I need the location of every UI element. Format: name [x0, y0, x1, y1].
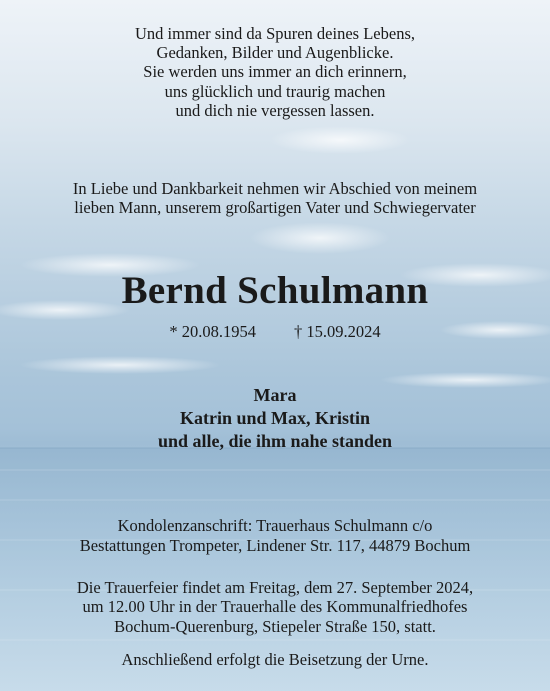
intro-line: lieben Mann, unserem großartigen Vater und Schwiegervater — [74, 198, 476, 218]
cloud — [250, 222, 390, 254]
cloud — [270, 126, 410, 154]
burial-note: Anschließend erfolgt die Beisetzung der Urne. — [121, 650, 429, 669]
mourner-line: und alle, die ihm nahe standen — [157, 431, 393, 451]
funeral-ceremony — [0, 578, 550, 636]
mourner-line: Katrin und Max, Kristin — [179, 408, 371, 428]
ceremony-line: Bochum-Querenburg, Stiepeler Straße 150, statt. — [114, 616, 436, 636]
poem — [0, 24, 550, 120]
condolence-address — [0, 516, 550, 555]
poem-line: Sie werden uns immer an dich erinnern, — [143, 62, 407, 82]
ceremony-line: Die Trauerfeier findet am Freitag, dem 27. September 2024, — [76, 578, 474, 597]
deceased-name: Bernd Schulmann — [121, 269, 429, 312]
death-date: † 15.09.2024 — [294, 322, 381, 341]
mourners — [0, 384, 550, 453]
ceremony-line: um 12.00 Uhr in der Trauerhalle des Kommunalfriedhofes — [82, 597, 468, 617]
poem-line: und dich nie vergessen lassen. — [175, 100, 375, 120]
mourner-line: Mara — [253, 385, 297, 405]
cloud — [20, 356, 220, 374]
condolence-line: Kondolenzanschrift: Trauerhaus Schulmann c/o — [117, 516, 433, 535]
poem-line: Gedanken, Bilder und Augenblicke. — [156, 43, 394, 63]
intro-line: In Liebe und Dankbarkeit nehmen wir Abschied von meinem — [72, 179, 478, 198]
condolence-line: Bestattungen Trompeter, Lindener Str. 117, 44879 Bochum — [79, 535, 471, 555]
poem-line: Und immer sind da Spuren deines Lebens, — [135, 24, 415, 43]
poem-line: uns glücklich und traurig machen — [164, 81, 386, 101]
farewell-intro — [0, 179, 550, 217]
life-dates — [0, 322, 550, 342]
birth-date: * 20.08.1954 — [169, 322, 256, 341]
